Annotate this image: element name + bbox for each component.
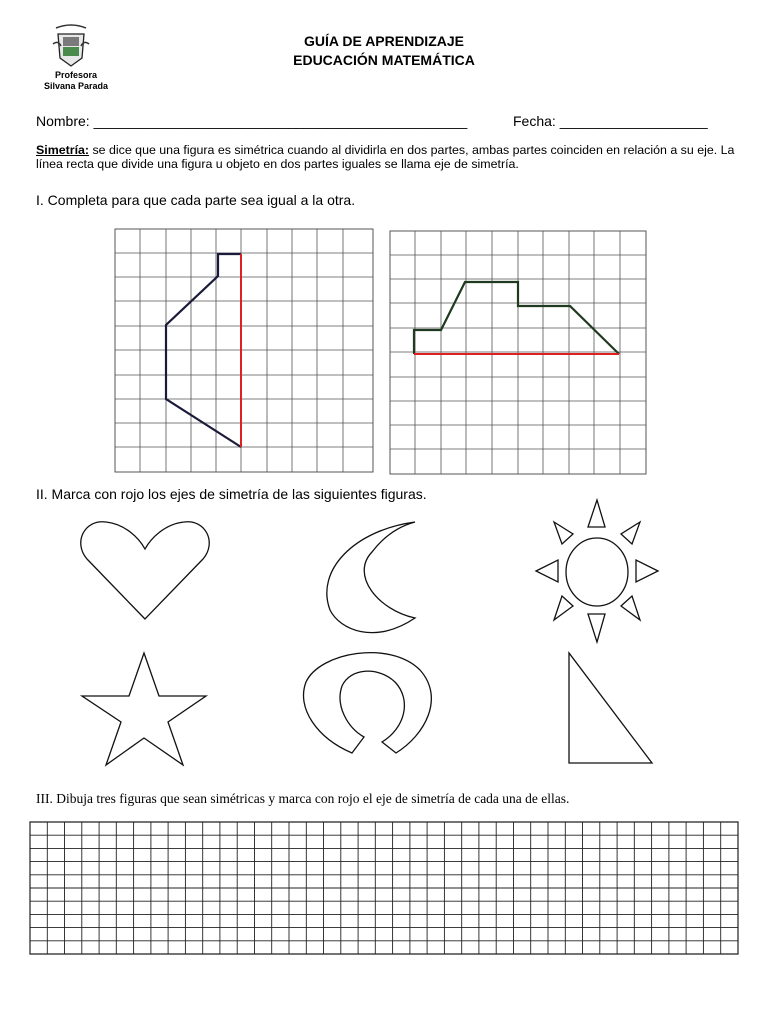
heart-shape[interactable] [81, 522, 209, 619]
half-figure-right [414, 282, 619, 354]
definition-term: Simetría: [36, 143, 90, 157]
half-figure-left [166, 254, 241, 447]
grid-lines-left [115, 229, 373, 472]
crescent-moon-shape[interactable] [327, 522, 415, 633]
star-shape[interactable] [82, 653, 206, 765]
drawing-grid[interactable] [30, 822, 740, 958]
grid-lines-right [390, 231, 646, 474]
date-field[interactable]: Fecha: ___________________ [513, 113, 708, 129]
teacher-label: Profesora [54, 70, 98, 80]
teacher-fullname: Silvana Parada [43, 81, 109, 91]
grid-right-exercise[interactable] [390, 231, 648, 476]
symmetry-definition [36, 143, 736, 171]
section-three-instruction: III. Dibuja tres figuras que sean simétricas y marca con rojo el eje de simetría de cada una de ellas. [36, 791, 570, 806]
section-two-instruction: II. Marca con rojo los ejes de simetría de las siguientes figuras. [36, 486, 427, 502]
section-one-instruction: I. Completa para que cada parte sea igual a la otra. [36, 192, 356, 208]
page-subtitle: EDUCACIÓN MATEMÁTICA [293, 52, 475, 68]
shapes-area [0, 510, 768, 770]
name-field[interactable]: Nombre: ________________________________________________ [36, 113, 468, 129]
grid-left-exercise[interactable] [115, 229, 375, 474]
sun-shape[interactable] [536, 500, 658, 642]
horseshoe-ring-shape[interactable] [304, 653, 432, 753]
definition-text: se dice que una figura es simétrica cuando al dividirla en dos partes, ambas partes coinciden en relación a su eje. La línea recta que divide una figura u objeto en dos partes iguales se llama eje de simetría. [36, 143, 735, 171]
page-title: GUÍA DE APRENDIZAJE [304, 33, 464, 49]
right-triangle-shape[interactable] [569, 653, 652, 763]
teacher-name [36, 70, 116, 92]
